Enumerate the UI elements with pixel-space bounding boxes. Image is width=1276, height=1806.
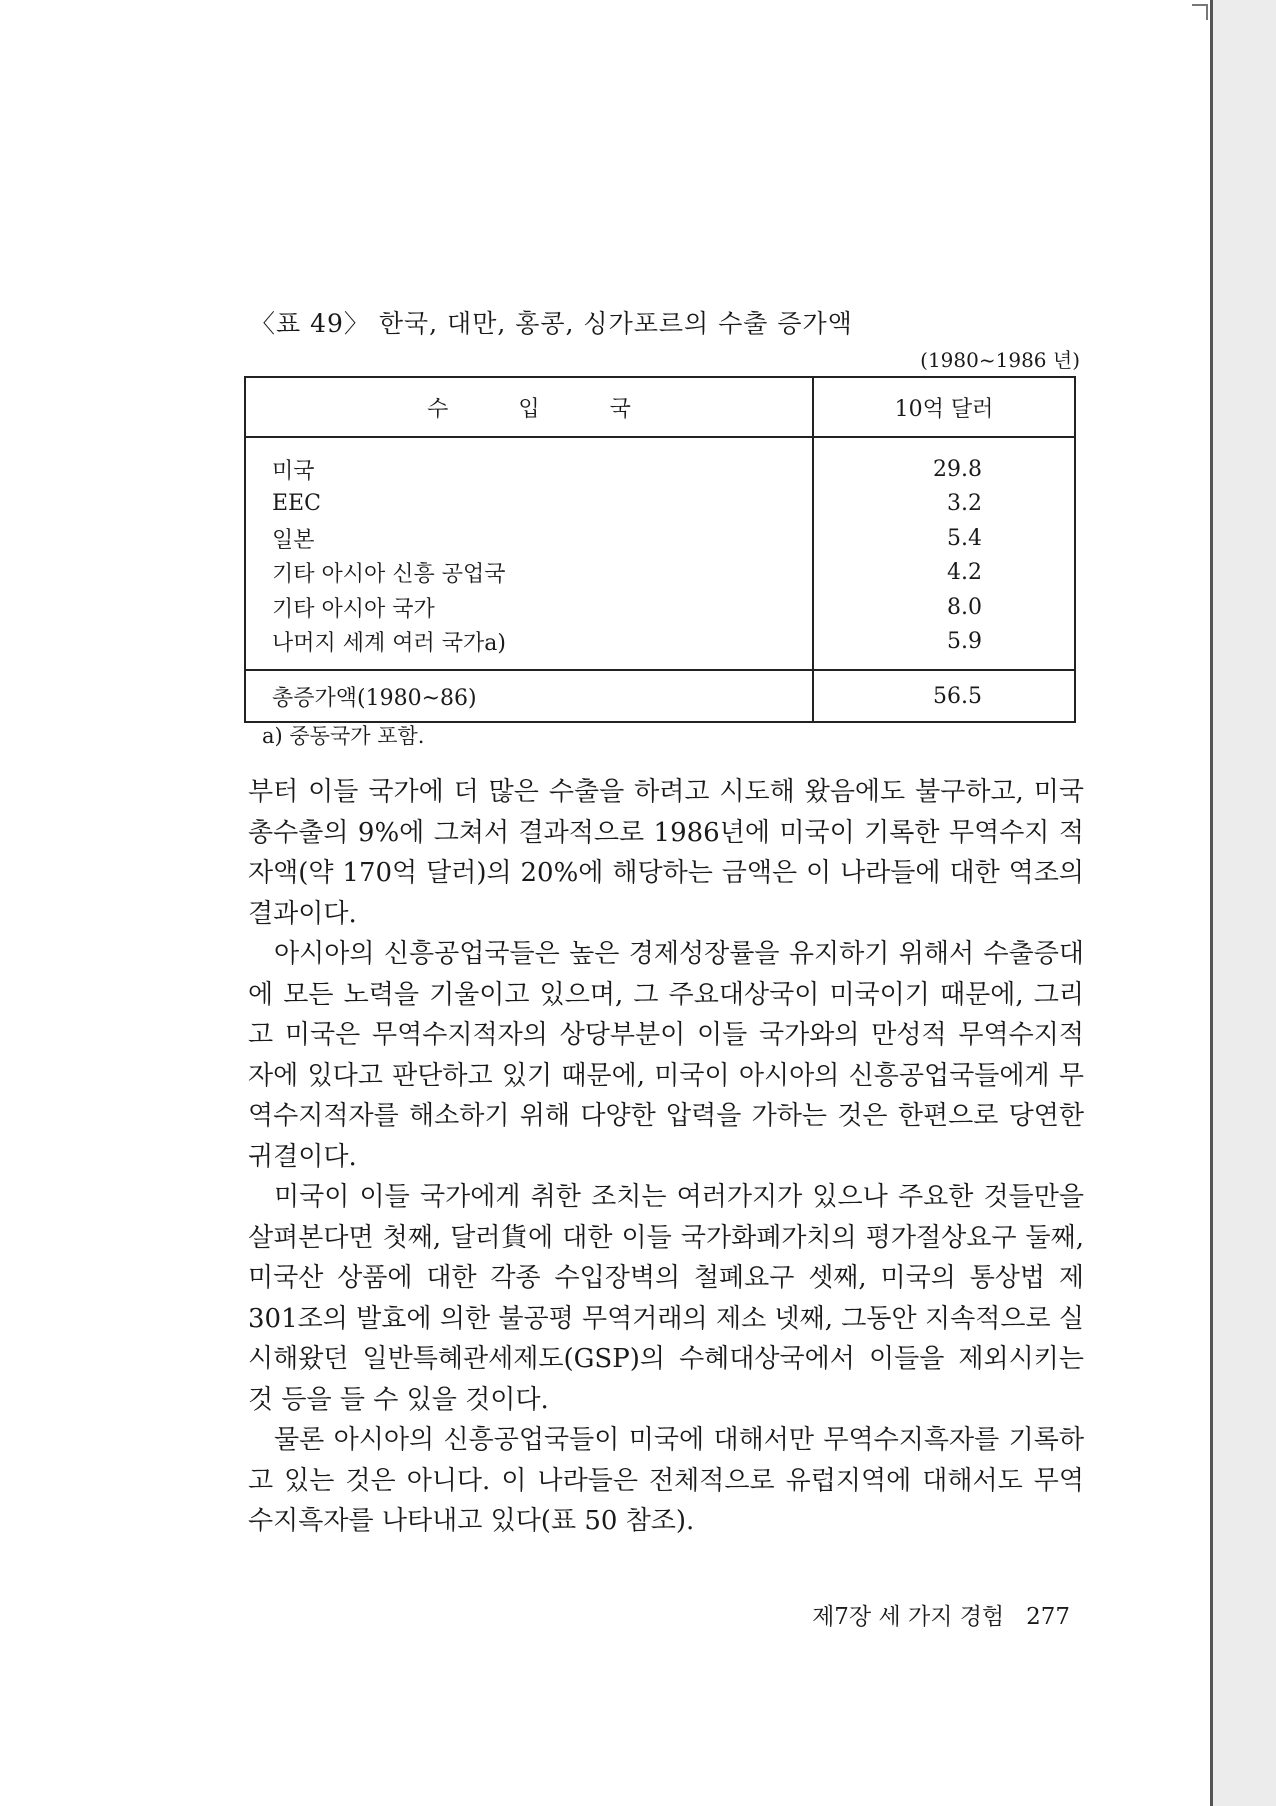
paragraph: 미국이 이들 국가에게 취한 조치는 여러가지가 있으나 주요한 것들만을 살펴본다면 첫째, 달러貨에 대한 이들 국가화폐가치의 평가절상요구 둘째, 미국산 상품에 대한 각종 수입장벽의 철폐요구 셋째, 미국의 통상법 제 301조의 발효에 의한 불공평 무역거래의 제소 넷째, 그동안 지속적으로 실시해왔던 일반특혜관세제도(GSP)의 수혜대상국에서 이들을 제외시키는 것 등을 들 수 있을 것이다. [248,1182,1084,1415]
row-label: 기타 아시아 국가 [245,590,813,625]
row-value: 4.2 [813,556,1075,591]
table-row [245,556,1075,591]
chapter-title: 제7장 세 가지 경험 [812,1604,1005,1630]
table-period: (1980~1986 년) [920,348,1080,372]
body-text [248,772,1084,1542]
page-number: 277 [1026,1604,1070,1630]
row-value: 29.8 [813,437,1075,487]
row-label: 일본 [245,521,813,556]
table-row [245,487,1075,522]
page-footer [740,1598,1070,1631]
total-value: 56.5 [813,670,1075,722]
paragraph: 부터 이들 국가에 더 많은 수출을 하려고 시도해 왔음에도 불구하고, 미국 총수출의 9%에 그쳐서 결과적으로 1986년에 미국이 기록한 무역수지 적자액(약 170억 달러)의 20%에 해당하는 금액은 이 나라들에 대한 역조의 결과이다. [248,777,1084,929]
row-value: 3.2 [813,487,1075,522]
table-footnote: a) 중동국가 포함. [262,724,425,748]
row-value: 8.0 [813,590,1075,625]
header-destination: 수입국 [245,377,813,437]
page-corner-mark [1192,4,1208,20]
row-label: 미국 [245,437,813,487]
row-label: 나머지 세계 여러 국가a) [245,625,813,671]
paragraph: 아시아의 신흥공업국들은 높은 경제성장률을 유지하기 위해서 수출증대에 모든 노력을 기울이고 있으며, 그 주요대상국이 미국이기 때문에, 그리고 미국은 무역수지적자의 상당부분이 이들 국가와의 만성적 무역수지적자에 있다고 판단하고 있기 때문에, 미국이 아시아의 신흥공업국들에게 무역수지적자를 해소하기 위해 다양한 압력을 가하는 것은 한편으로 당연한 귀결이다. [248,939,1084,1172]
row-label: EEC [245,487,813,522]
header-amount: 10억 달러 [813,377,1075,437]
total-label: 총증가액(1980~86) [245,670,813,722]
table-row [245,437,1075,487]
table-caption: 〈표 49〉 한국, 대만, 홍콩, 싱가포르의 수출 증가액 [250,309,853,338]
table-row [245,521,1075,556]
table-row [245,590,1075,625]
table-header-row [245,377,1075,437]
paragraph: 물론 아시아의 신흥공업국들이 미국에 대해서만 무역수지흑자를 기록하고 있는 것은 아니다. 이 나라들은 전체적으로 유럽지역에 대해서도 무역수지흑자를 나타내고 있다(표 50 참조). [248,1425,1084,1536]
table-row [245,625,1075,671]
background-strip [1213,0,1276,1806]
row-label: 기타 아시아 신흥 공업국 [245,556,813,591]
table-total-row [245,670,1075,722]
row-value: 5.4 [813,521,1075,556]
row-value: 5.9 [813,625,1075,671]
export-increase-table [244,376,1076,723]
